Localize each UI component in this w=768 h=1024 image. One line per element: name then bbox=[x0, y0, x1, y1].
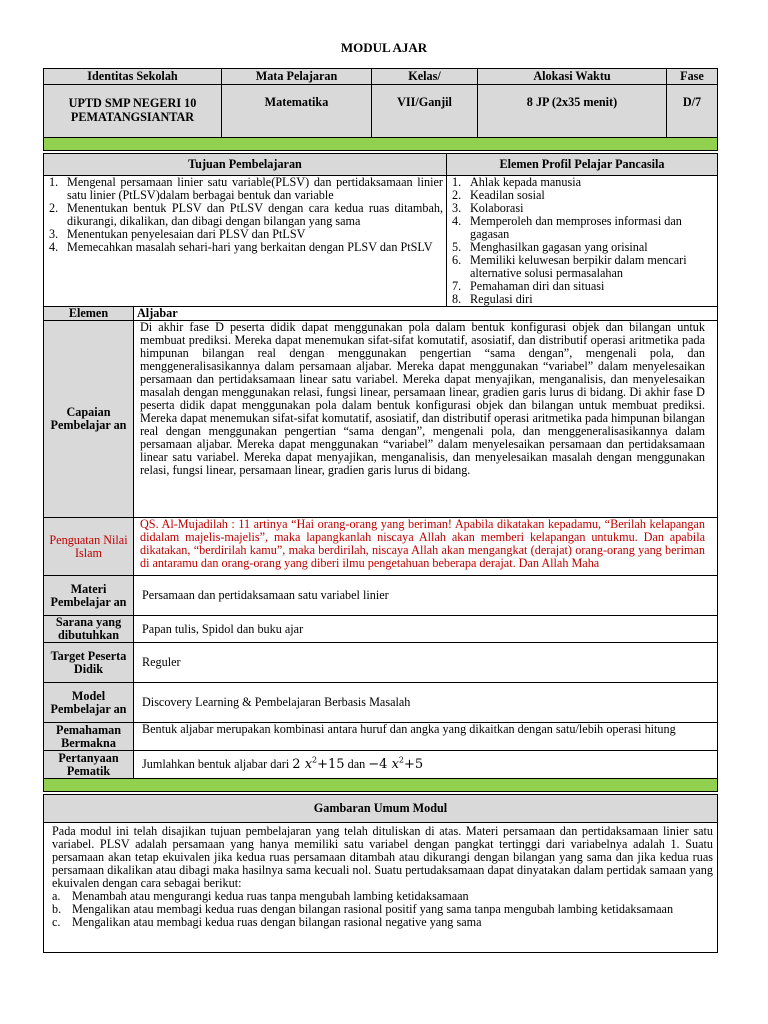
green-separator bbox=[44, 779, 718, 792]
islamic-value-label: Penguatan Nilai Islam bbox=[44, 518, 134, 576]
trigger-question-label: Pertanyaan Pematik bbox=[44, 751, 134, 779]
expression-1: 2 $x^2+15$ bbox=[292, 755, 345, 772]
trigger-question-prefix: Jumlahkan bentuk aljabar dari bbox=[142, 757, 290, 771]
achievement-label: Capaian Pembelajar an bbox=[44, 321, 134, 518]
element-value: Aljabar bbox=[134, 307, 718, 321]
class: VII/Ganjil bbox=[372, 85, 478, 138]
identity-header: Identitas Sekolah bbox=[44, 69, 222, 85]
list-item: a. Menambah atau mengurangi kedua ruas tanpa mengubah lambing ketidaksamaan bbox=[52, 889, 469, 903]
overview-body bbox=[44, 823, 718, 953]
profile-list bbox=[447, 176, 718, 307]
identity-header: Kelas/ bbox=[372, 69, 478, 85]
model-label: Model Pembelajar an bbox=[44, 683, 134, 723]
element-label: Elemen bbox=[44, 307, 134, 321]
trigger-question bbox=[134, 751, 718, 779]
school-name: UPTD SMP NEGERI 10 PEMATANGSIANTAR bbox=[44, 85, 222, 138]
expression-2: −4 $x^2+5$ bbox=[368, 755, 424, 772]
overview-header: Gambaran Umum Modul bbox=[44, 795, 718, 823]
profile-header: Elemen Profil Pelajar Pancasila bbox=[447, 154, 718, 176]
time-allocation: 8 JP (2x35 menit) bbox=[478, 85, 667, 138]
tools-value: Papan tulis, Spidol dan buku ajar bbox=[134, 616, 718, 643]
list-item: 6. Memiliki keluwesan berpikir dalam mencari alternative solusi permasalahan bbox=[452, 253, 687, 280]
goals-list bbox=[44, 176, 447, 307]
meaningful-understanding-value: Bentuk aljabar merupakan kombinasi antara huruf dan angka yang dikaitkan dengan satu/lebih operasi hitung bbox=[134, 723, 718, 751]
goals-table bbox=[43, 153, 718, 307]
tools-label: Sarana yang dibutuhkan bbox=[44, 616, 134, 643]
green-separator bbox=[44, 138, 718, 151]
islamic-value-text: QS. Al-Mujadilah : 11 artinya “Hai orang-orang yang beriman! Apabila dikatakan kepadamu, “Berilah kelapangan didalam majelis-majelis”, maka lapangkanlah niscaya Allah akan memberi kelapangan untukmu. Dan apabila dikatakan, “berdirilah kamu”, maka berdirilah, niscaya Allah akan mengangkat (derajat) orang-orang yang beriman di antaramu dan orang-orang yang diberi ilmu pengetahuan beberapa derajat. Dan Allah Maha bbox=[140, 518, 705, 570]
target-value: Reguler bbox=[134, 643, 718, 683]
page-title: MODUL AJAR bbox=[340, 40, 428, 55]
list-item: 2. Menentukan bentuk PLSV dan PtLSV dengan cara kedua ruas ditambah, dikurangi, dikalikan, dan dibagi dengan bilangan yang sama bbox=[49, 201, 443, 228]
list-item: 3. Kolaborasi bbox=[452, 201, 524, 215]
overview-paragraph: Pada modul ini telah disajikan tujuan pembelajaran yang telah dituliskan di atas. Materi persamaan dan pertidaksamaan linier satu variabel. PLSV adalah persamaan yang hanya memiliki satu variabel dengan pangkat tertinggi dari variabelnya adalah 1. Suatu persamaan akan tetap ekuivalen jika kedua ruas persamaan ditambah atau dikurangi dengan bilangan yang sama dan jika kedua ruas persamaan dikalikan atau dibagi maka hasilnya sama kecuali nol. Suatu pertudaksamaan dapat dinyatakan dalam pertidak samaan yang ekuivalen dengan cara sebagai berikut: bbox=[52, 824, 713, 890]
identity-header: Mata Pelajaran bbox=[222, 69, 372, 85]
phase: D/7 bbox=[667, 85, 718, 138]
goals-header: Tujuan Pembelajaran bbox=[44, 154, 447, 176]
overview-table bbox=[43, 794, 718, 953]
trigger-question-connector: dan bbox=[347, 757, 366, 771]
list-item: 1. Mengenal persamaan linier satu variable(PLSV) dan pertidaksamaan linier satu linier (PtLSV)dalam berbagai bentuk dan variable bbox=[49, 175, 443, 202]
achievement-text: Di akhir fase D peserta didik dapat menggunakan pola dalam bentuk konfigurasi objek dan bilangan untuk membuat prediksi. Mereka dapat menemukan sifat-sifat komutatif, asosiatif, dan distributif operasi aritmetika pada himpunan bilangan real dengan menggunakan pengertian “sama dengan”, mengenali pola, dan menggeneralisasikannya dalam persamaan aljabar. Mereka dapat menggunakan “variabel” dalam menyelesaikan persamaan dan pertidaksamaan linear satu variabel. Mereka dapat menyajikan, menganalisis, dan menyelesaikan masalah dengan menggunakan relasi, fungsi linear, persamaan linear, gradien garis lurus di bidang. Di akhir fase D peserta didik dapat menggunakan pola dalam bentuk konfigurasi objek dan bilangan untuk membuat prediksi. Mereka dapat menemukan sifat-sifat komutatif, asosiatif, dan distributif operasi aritmetika pada himpunan bilangan real dengan menggunakan pengertian “sama dengan”, mengenali pola, dan menggeneralisasikannya dalam persamaan aljabar. Mereka dapat menggunakan “variabel” dalam menyelesaikan persamaan dan pertidaksamaan linear satu variabel. Mereka dapat menyajikan, menganalisis, dan menyelesaikan masalah dengan menggunakan relasi, fungsi linear, persamaan linear, gradien garis lurus di bidang. bbox=[134, 321, 718, 518]
islamic-value-cell bbox=[134, 518, 718, 576]
list-item: c. Mengalikan atau membagi kedua ruas dengan bilangan rasional negative yang sama bbox=[52, 915, 482, 929]
material-value: Persamaan dan pertidaksamaan satu variabel linier bbox=[134, 576, 718, 616]
list-item: 4. Memperoleh dan memproses informasi dan gagasan bbox=[452, 214, 682, 241]
list-item: 4. Memecahkan masalah sehari-hari yang berkaitan dengan PLSV dan PtSLV bbox=[49, 240, 433, 254]
identity-header: Fase bbox=[667, 69, 718, 85]
identity-header: Alokasi Waktu bbox=[478, 69, 667, 85]
target-label: Target Peserta Didik bbox=[44, 643, 134, 683]
identity-table bbox=[43, 68, 718, 151]
list-item: 2. Keadilan sosial bbox=[452, 188, 545, 202]
list-item: b. Mengalikan atau membagi kedua ruas dengan bilangan rasional positif yang sama tanpa mengubah lambing ketidaksamaan bbox=[52, 902, 674, 916]
subject: Matematika bbox=[222, 85, 372, 138]
list-item: 7. Pemahaman diri dan situasi bbox=[452, 279, 605, 293]
details-table bbox=[43, 306, 718, 792]
model-value: Discovery Learning & Pembelajaran Berbasis Masalah bbox=[134, 683, 718, 723]
list-item: 1. Ahlak kepada manusia bbox=[452, 175, 582, 189]
list-item: 5. Menghasilkan gagasan yang orisinal bbox=[452, 240, 648, 254]
list-item: 3. Menentukan penyelesaian dari PLSV dan PtLSV bbox=[49, 227, 306, 241]
meaningful-understanding-label: Pemahaman Bermakna bbox=[44, 723, 134, 751]
list-item: 8. Regulasi diri bbox=[452, 292, 533, 306]
material-label: Materi Pembelajar an bbox=[44, 576, 134, 616]
